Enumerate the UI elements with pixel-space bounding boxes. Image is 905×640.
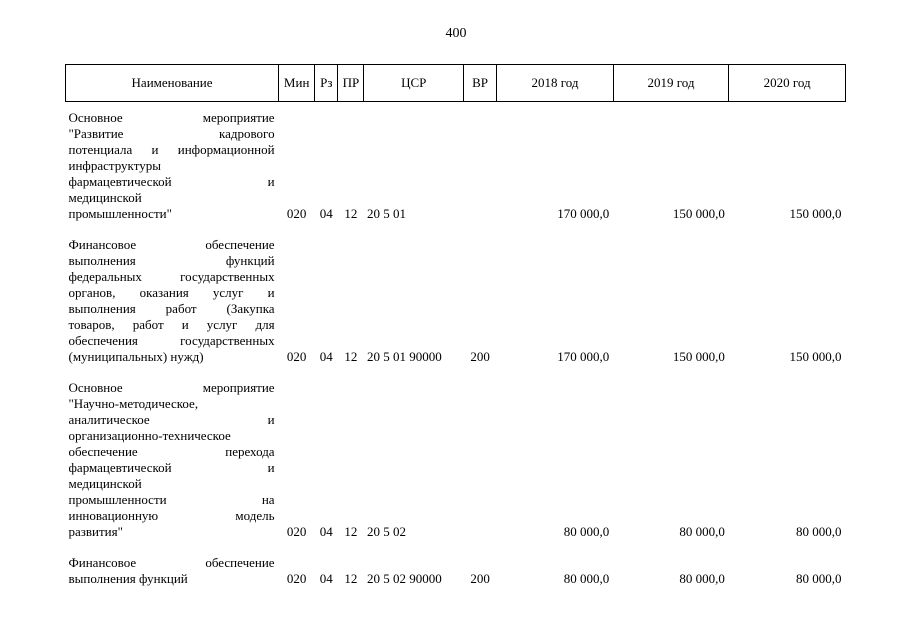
row-2019: 150 000,0 <box>672 349 725 364</box>
header-2018: 2018 год <box>497 65 614 102</box>
row-spacer-cell <box>66 365 846 380</box>
row-pr: 12 <box>344 206 358 221</box>
table-body <box>66 102 846 588</box>
row-spacer <box>66 102 846 111</box>
row-2019: 80 000,0 <box>679 524 725 539</box>
row-vr: 200 <box>470 571 490 586</box>
row-pr: 12 <box>344 571 358 586</box>
row-min: 020 <box>286 571 307 586</box>
header-min: Мин <box>279 65 315 102</box>
row-2019: 150 000,0 <box>672 206 725 221</box>
row-name-line: выполнения работ (Закупка <box>68 301 275 316</box>
header-2019: 2019 год <box>613 65 729 102</box>
row-name-line: развития" <box>68 524 123 539</box>
row-min: 020 <box>286 206 307 221</box>
row-rz: 04 <box>319 571 333 586</box>
row-name-line: инфраструктуры <box>68 158 161 173</box>
row-min: 020 <box>286 349 307 364</box>
row-name <box>66 555 279 587</box>
row-name-line: потенциала и информационной <box>68 142 275 157</box>
row-2018: 170 000,0 <box>557 349 610 364</box>
row-name-line: обеспечение перехода <box>68 444 275 459</box>
row-name-line: инновационную модель <box>68 508 275 523</box>
row-rz: 04 <box>319 206 333 221</box>
row-vr: 200 <box>470 349 490 364</box>
row-name-line: организационно-техническое <box>68 428 231 443</box>
row-spacer <box>66 540 846 555</box>
table-row <box>66 380 846 540</box>
header-rz: Рз <box>315 65 338 102</box>
row-name-line: медицинской <box>68 476 142 491</box>
row-pr: 12 <box>344 349 358 364</box>
row-rz: 04 <box>319 349 333 364</box>
row-name-line: Финансовое обеспечение <box>68 237 275 252</box>
row-2018: 80 000,0 <box>563 571 610 586</box>
row-2019: 80 000,0 <box>679 571 725 586</box>
row-name-line: фармацевтической и <box>68 460 275 475</box>
row-2020: 150 000,0 <box>789 206 842 221</box>
row-vr <box>463 110 496 222</box>
row-rz: 04 <box>319 524 333 539</box>
row-spacer-cell <box>66 540 846 555</box>
header-pr: ПР <box>338 65 364 102</box>
row-name-line: промышленности на <box>68 492 275 507</box>
row-2018: 80 000,0 <box>563 524 610 539</box>
table-header-row <box>66 65 846 102</box>
table-row <box>66 110 846 222</box>
row-pr: 12 <box>344 524 358 539</box>
row-spacer <box>66 222 846 237</box>
row-2020: 150 000,0 <box>789 349 842 364</box>
row-name-line: обеспечения государственных <box>68 333 275 348</box>
page-number: 400 <box>445 26 467 41</box>
row-name-line: (муниципальных) нужд) <box>68 349 204 364</box>
row-csr: 20 5 02 <box>366 524 406 539</box>
row-csr: 20 5 01 <box>366 206 406 221</box>
row-vr <box>463 380 496 540</box>
row-csr: 20 5 01 90000 <box>366 349 442 364</box>
row-name-line: выполнения функций <box>68 253 275 268</box>
row-name-line: "Научно-методическое, <box>68 396 199 411</box>
row-2020: 80 000,0 <box>796 524 842 539</box>
header-name: Наименование <box>66 65 279 102</box>
row-name-line: товаров, работ и услуг для <box>68 317 275 332</box>
row-name-line: промышленности" <box>68 206 172 221</box>
row-2018: 170 000,0 <box>557 206 610 221</box>
row-spacer-cell <box>66 222 846 237</box>
row-name <box>66 237 279 365</box>
row-spacer <box>66 365 846 380</box>
row-name-line: федеральных государственных <box>68 269 275 284</box>
header-csr: ЦСР <box>364 65 464 102</box>
row-2020: 80 000,0 <box>796 571 842 586</box>
header-2020: 2020 год <box>729 65 846 102</box>
row-name <box>66 110 279 222</box>
row-name-line: медицинской <box>68 190 142 205</box>
row-name-line: фармацевтической и <box>68 174 275 189</box>
row-spacer-cell <box>66 102 846 111</box>
row-name-line: выполнения функций <box>68 571 188 586</box>
row-name-line: Основное мероприятие <box>68 380 275 395</box>
row-min: 020 <box>286 524 307 539</box>
table-row <box>66 555 846 587</box>
row-name-line: аналитическое и <box>68 412 275 427</box>
row-name-line: Финансовое обеспечение <box>68 555 275 570</box>
row-name-line: Основное мероприятие <box>68 110 275 125</box>
row-csr: 20 5 02 90000 <box>366 571 442 586</box>
header-vr: ВР <box>463 65 496 102</box>
row-name-line: органов, оказания услуг и <box>68 285 275 300</box>
row-name-line: "Развитие кадрового <box>68 126 275 141</box>
row-name <box>66 380 279 540</box>
budget-table <box>65 64 846 587</box>
table-row <box>66 237 846 365</box>
